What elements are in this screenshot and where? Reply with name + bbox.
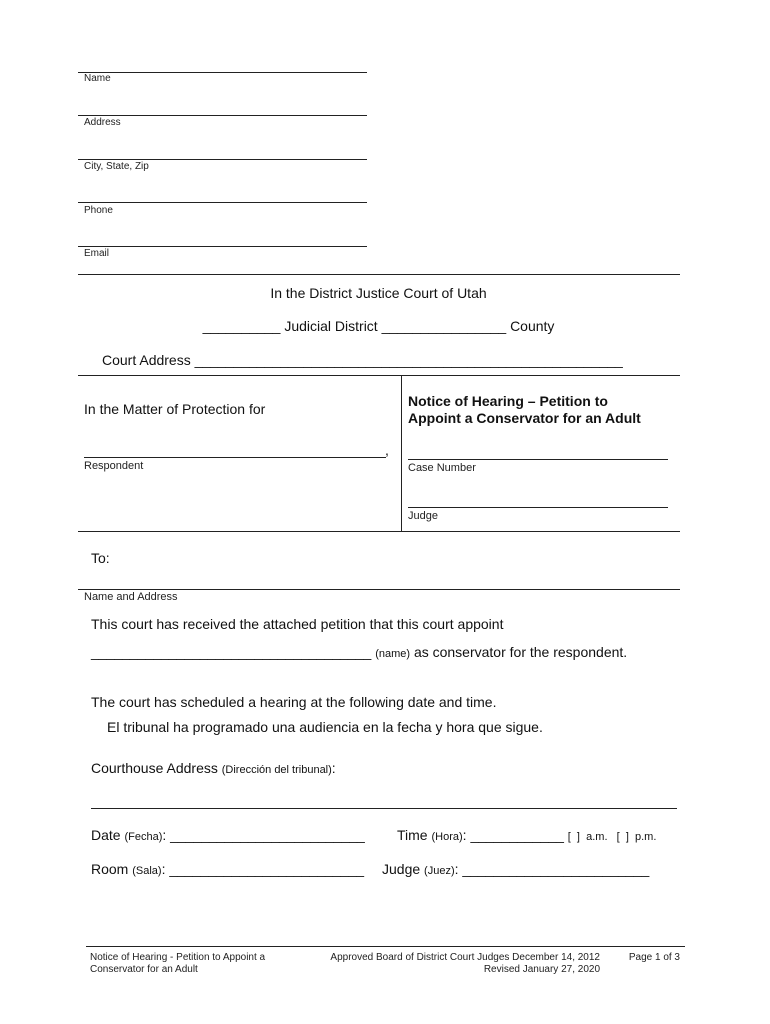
judge-label: Judge bbox=[408, 510, 438, 522]
respondent-label: Respondent bbox=[84, 460, 144, 472]
courthouse-address-line[interactable] bbox=[91, 808, 677, 809]
room-label: Room bbox=[91, 861, 129, 877]
courthouse-colon: : bbox=[331, 760, 336, 776]
time-blank[interactable]: ____________ bbox=[470, 827, 564, 843]
city-state-zip-line[interactable] bbox=[78, 159, 367, 160]
date-blank[interactable]: _________________________ bbox=[170, 827, 365, 843]
caption-divider bbox=[401, 375, 402, 531]
date-label: Date bbox=[91, 827, 121, 843]
name-line[interactable] bbox=[78, 72, 367, 73]
room-colon: : bbox=[161, 861, 166, 877]
time-label: Time bbox=[397, 827, 428, 843]
courthouse-hint: (Dirección del tribunal) bbox=[221, 764, 332, 776]
judge-hint: (Juez) bbox=[424, 865, 455, 877]
scheduled-text-es: El tribunal ha programado una audiencia en la fecha y hora que sigue. bbox=[107, 719, 543, 735]
hearing-judge-blank[interactable]: ________________________ bbox=[462, 861, 650, 877]
courthouse-label: Courthouse Address bbox=[91, 760, 218, 776]
matter-label: In the Matter of Protection for bbox=[84, 401, 266, 417]
footer-divider bbox=[86, 946, 685, 947]
footer-revised-date: Revised January 27, 2020 bbox=[483, 964, 600, 975]
to-label: To: bbox=[91, 550, 110, 566]
court-address-row bbox=[102, 352, 623, 368]
county-label: County bbox=[510, 318, 555, 334]
room-blank[interactable]: _________________________ bbox=[169, 861, 365, 877]
name-and-address-label: Name and Address bbox=[84, 591, 178, 603]
room-row bbox=[91, 861, 364, 877]
phone-line[interactable] bbox=[78, 202, 367, 203]
caption-bottom-border bbox=[78, 531, 680, 532]
footer-page-number: Page 1 of 3 bbox=[628, 952, 680, 963]
to-name-address-line[interactable] bbox=[78, 589, 680, 590]
name-hint: (name) bbox=[375, 648, 411, 660]
footer-form-title-line2: Conservator for an Adult bbox=[90, 964, 198, 975]
room-hint: (Sala) bbox=[132, 865, 162, 877]
am-pm-checkboxes[interactable]: [ ] a.m. [ ] p.m. bbox=[567, 831, 657, 843]
footer-approved-date: Approved Board of District Court Judges December 14, 2012 bbox=[330, 952, 600, 963]
document-title-line1: Notice of Hearing – Petition to bbox=[408, 393, 608, 409]
hearing-judge-label: Judge bbox=[382, 861, 421, 877]
footer-form-title-line1: Notice of Hearing - Petition to Appoint a bbox=[90, 952, 266, 963]
respondent-comma: , bbox=[385, 442, 389, 458]
judge-line[interactable] bbox=[408, 507, 668, 508]
court-title: In the District Justice Court of Utah bbox=[270, 285, 487, 301]
time-hint: (Hora) bbox=[431, 831, 463, 843]
conservator-name-blank[interactable]: ____________________________________ bbox=[91, 644, 372, 660]
conservator-row bbox=[91, 644, 627, 660]
date-colon: : bbox=[162, 827, 167, 843]
hearing-judge-colon: : bbox=[454, 861, 459, 877]
case-number-line[interactable] bbox=[408, 459, 668, 460]
time-row bbox=[397, 827, 656, 843]
email-label: Email bbox=[84, 248, 110, 259]
footer-form-title bbox=[90, 952, 265, 976]
address-line[interactable] bbox=[78, 115, 367, 116]
header-divider bbox=[78, 274, 680, 275]
county-blank[interactable]: ________________ bbox=[381, 318, 507, 334]
district-label: Judicial District bbox=[284, 318, 378, 334]
document-title-line2: Appoint a Conservator for an Adult bbox=[408, 410, 641, 426]
received-text: This court has received the attached petition that this court appoint bbox=[91, 616, 504, 632]
district-county-row bbox=[0, 318, 757, 334]
date-hint: (Fecha) bbox=[124, 831, 163, 843]
conservator-text: as conservator for the respondent. bbox=[413, 644, 628, 660]
email-line[interactable] bbox=[78, 246, 367, 247]
caption-top-border bbox=[78, 375, 680, 376]
hearing-judge-row bbox=[382, 861, 649, 877]
scheduled-text-en: The court has scheduled a hearing at the following date and time. bbox=[91, 694, 497, 710]
phone-label: Phone bbox=[84, 205, 113, 216]
address-label: Address bbox=[84, 117, 121, 128]
district-blank[interactable]: __________ bbox=[202, 318, 281, 334]
footer-approval bbox=[320, 952, 600, 976]
date-row bbox=[91, 827, 365, 843]
time-colon: : bbox=[462, 827, 467, 843]
name-label: Name bbox=[84, 73, 111, 84]
city-state-zip-label: City, State, Zip bbox=[84, 161, 149, 172]
case-number-label: Case Number bbox=[408, 462, 476, 474]
court-address-label: Court Address bbox=[102, 352, 191, 368]
courthouse-address-row bbox=[91, 760, 336, 776]
respondent-line[interactable] bbox=[84, 457, 386, 458]
document-title bbox=[408, 393, 641, 427]
court-address-blank[interactable]: _______________________________________________________ bbox=[194, 352, 623, 368]
